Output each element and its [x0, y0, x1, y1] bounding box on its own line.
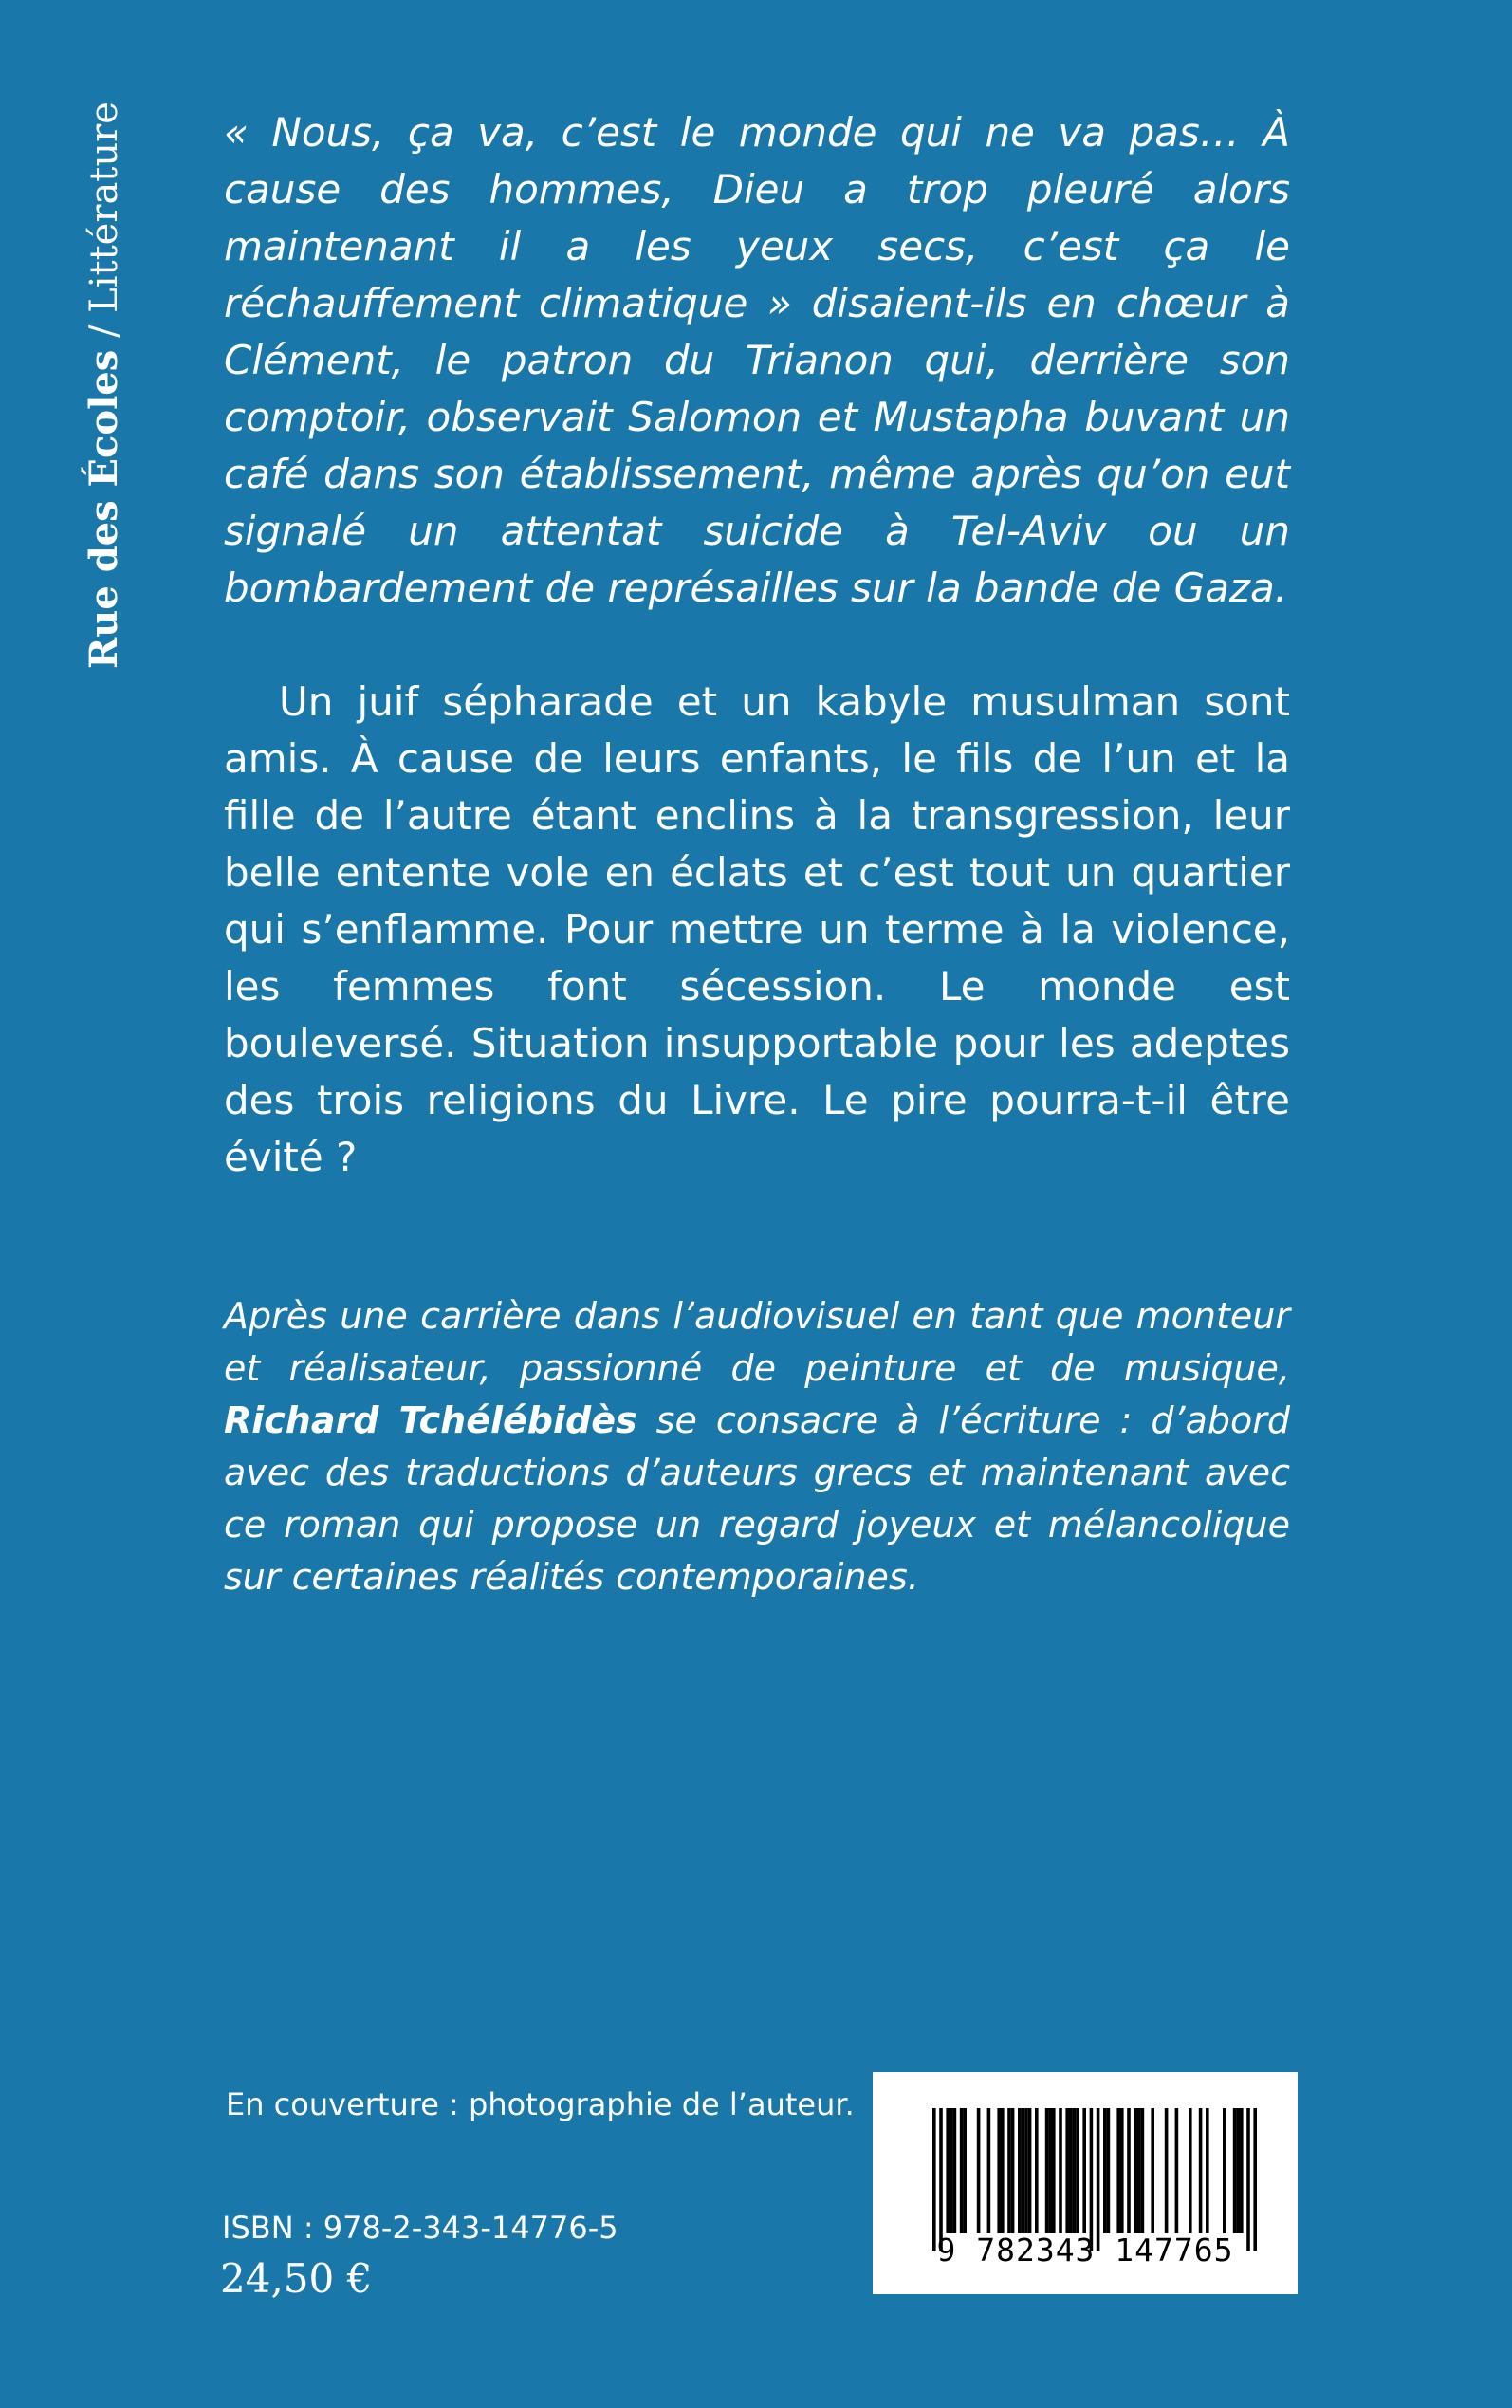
opening-quote: « Nous, ça va, c’est le monde qui ne va pas… À cause des hommes, Dieu a trop pleuré alors maintenant il a les yeux secs, c’est ça le réchauffement climatique » disaient-ils en chœur à Clément, le patron du Trianon qui, derrière son comptoir, observait Salomon et Mustapha buvant un café dans son établissement, même après qu’on eut signalé un attentat suicide à Tel-Aviv ou un bombardement de représailles sur la bande de Gaza.	[224, 109, 1290, 611]
spine-label	[80, 102, 129, 669]
barcode-bar	[1048, 2108, 1052, 2233]
barcode-bar	[1127, 2108, 1131, 2233]
barcode-bar	[960, 2108, 964, 2233]
barcode-bar	[1236, 2108, 1240, 2233]
barcode-bar	[1073, 2108, 1077, 2233]
barcode-bar	[1065, 2108, 1069, 2233]
series-name: Rue des Écoles	[82, 349, 126, 669]
barcode-bar	[1175, 2108, 1179, 2233]
author-bio	[224, 1290, 1290, 1603]
barcode-bar	[1223, 2108, 1226, 2233]
bio-rest: se consacre à l’écriture : d’abord avec des traductions d’auteurs grecs et maintenant avec ce roman qui propose un regard joyeux et mélancolique sur certaines réalités contemporaines.	[224, 1399, 1290, 1598]
genre-name: Littérature	[83, 102, 126, 313]
barcode-bar	[1011, 2108, 1015, 2233]
barcode-bar	[1082, 2108, 1086, 2233]
barcode-bar	[1137, 2108, 1141, 2233]
barcode-bar	[939, 2108, 943, 2251]
barcode-bar	[953, 2108, 957, 2233]
barcode-bar	[977, 2108, 981, 2233]
barcode-bar	[1076, 2108, 1079, 2233]
barcode-bar	[950, 2108, 953, 2233]
barcode-bar	[1059, 2108, 1062, 2233]
barcode-bar	[1069, 2108, 1073, 2233]
barcode-digits: 9 782343 147765	[936, 2232, 1234, 2269]
barcode-bar	[1052, 2108, 1056, 2233]
barcode-bar	[1022, 2108, 1025, 2233]
barcode-bar	[1001, 2108, 1005, 2233]
barcode-bar	[1007, 2108, 1011, 2233]
barcode-bar	[1090, 2108, 1094, 2251]
barcode-bar	[1141, 2108, 1145, 2233]
barcode-bar	[932, 2108, 936, 2251]
barcode-bar	[1134, 2108, 1137, 2233]
barcode-bar	[1103, 2108, 1107, 2233]
barcode-bar	[1151, 2108, 1154, 2233]
barcode-bar	[946, 2108, 950, 2233]
book-summary: Un juif sépharade et un kabyle musulman sont amis. À cause de leurs enfants, le fils de l’un et la fille de l’autre étant enclins à la transgression, leur belle entente vole en éclats et c’est tout un quartier qui s’enflamme. Pour mettre un terme à la violence, les femmes font sécession. Le monde est bouleversé. Situation insupportable pour les adeptes des trois religions du Livre. Le pire pourra-t-il être évité ?	[224, 678, 1290, 1180]
barcode-bar	[997, 2108, 1001, 2233]
barcode-bar	[1107, 2108, 1111, 2233]
barcode-bar	[1045, 2108, 1049, 2233]
price: 24,50 €	[220, 2255, 373, 2302]
barcode-bar	[1189, 2108, 1192, 2233]
barcode-bar	[1253, 2108, 1257, 2251]
barcode-bar	[963, 2108, 967, 2233]
barcode-bar	[1018, 2108, 1022, 2233]
isbn: ISBN : 978-2-343-14776-5	[222, 2210, 618, 2246]
barcode-bar	[1240, 2108, 1244, 2233]
barcode-bar	[987, 2108, 991, 2233]
barcode	[873, 2072, 1298, 2294]
cover-credit: En couverture : photographie de l’auteur.	[226, 2086, 855, 2122]
barcode-bar	[1246, 2108, 1250, 2251]
barcode-bar	[1120, 2108, 1124, 2233]
author-name: Richard Tchélébidès	[224, 1399, 637, 1441]
barcode-bar	[1116, 2108, 1120, 2233]
barcode-bar	[1024, 2108, 1028, 2233]
barcode-bar	[1206, 2108, 1209, 2233]
barcode-bar	[1165, 2108, 1169, 2233]
spine-text	[80, 102, 129, 669]
barcode-bar	[1199, 2108, 1203, 2233]
bio-intro: Après une carrière dans l’audiovisuel en tant que monteur et réalisateur, passionné de peinture et de musique,	[224, 1295, 1290, 1389]
barcode-bar	[1233, 2108, 1237, 2233]
barcode-bar	[1035, 2108, 1039, 2233]
barcode-bar	[1097, 2108, 1100, 2251]
barcode-bar	[1028, 2108, 1032, 2233]
spine-separator: /	[83, 312, 126, 350]
